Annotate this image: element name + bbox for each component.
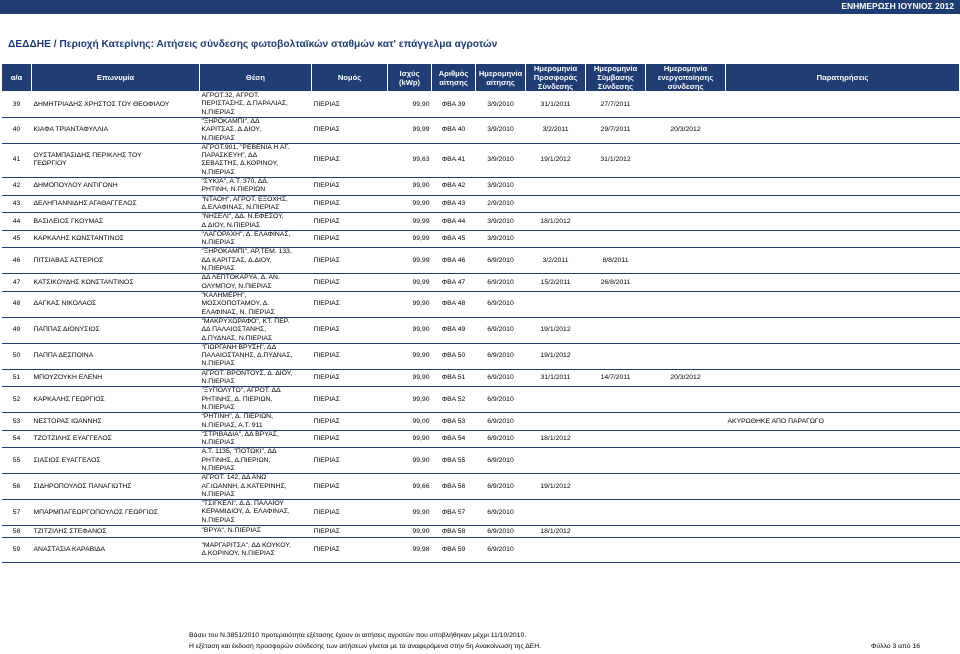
location: "ΣΤΡΙΒΑΔΙΑ", ΔΔ ΒΡΥΑΣ, Ν.ΠΙΕΡΙΑΣ — [200, 430, 312, 448]
activation-date — [646, 195, 726, 213]
applicant-name: ΑΝΑΣΤΑΣΙΑ ΚΑΡΑΒΙΔΑ — [32, 538, 200, 563]
application-number: ΦΒΑ 40 — [432, 118, 476, 144]
location: ΑΓΡΟΤ.32, ΑΓΡΟΤ. ΠΕΡΙΣΤΑΣΗΣ, Δ.ΠΑΡΑΛΙΑΣ, Ν.ΠΙΕΡΙΑΣ — [200, 92, 312, 118]
applicant-name: ΜΠΟΥΖΟΥΚΗ ΕΛΕΝΗ — [32, 369, 200, 387]
application-number: ΦΒΑ 43 — [432, 195, 476, 213]
prefecture: ΠΙΕΡΙΑΣ — [312, 500, 388, 526]
row-number: 42 — [2, 178, 32, 196]
update-label: ΕΝΗΜΕΡΩΣΗ ΙΟΥΝΙΟΣ 2012 — [841, 1, 954, 11]
location: "ΡΗΤΙΝΗ", Δ. ΠΙΕΡΙΩΝ, Ν.ΠΙΕΡΙΑΣ, Α.Τ. 911 — [200, 413, 312, 431]
table-row — [2, 474, 960, 500]
contract-date — [586, 430, 646, 448]
location: ΑΓΡΟΤ. ΒΡΟΝΤΟΥΣ, Δ. ΔΙΟΥ, Ν.ΠΙΕΡΙΑΣ — [200, 369, 312, 387]
prefecture: ΠΙΕΡΙΑΣ — [312, 248, 388, 274]
applicant-name: ΚΙΑΦΑ ΤΡΙΑΝΤΑΦΥΛΛΙΑ — [32, 118, 200, 144]
contract-date — [586, 500, 646, 526]
notes — [726, 500, 960, 526]
application-number: ΦΒΑ 55 — [432, 448, 476, 474]
application-number: ΦΒΑ 39 — [432, 92, 476, 118]
notes — [726, 118, 960, 144]
prefecture: ΠΙΕΡΙΑΣ — [312, 343, 388, 369]
application-number: ΦΒΑ 58 — [432, 526, 476, 538]
applicant-name: ΔΕΛΗΓΙΑΝΝΙΔΗΣ ΑΓΑΘΑΓΓΕΛΟΣ — [32, 195, 200, 213]
application-number: ΦΒΑ 59 — [432, 538, 476, 563]
contract-date: 8/8/2011 — [586, 248, 646, 274]
applicant-name: ΤΖΟΤΖΙΛΗΣ ΕΥΑΓΓΕΛΟΣ — [32, 430, 200, 448]
row-number: 41 — [2, 143, 32, 177]
power-kwp: 99,00 — [388, 413, 432, 431]
activation-date — [646, 213, 726, 231]
row-number: 43 — [2, 195, 32, 213]
column-header: Ημερομηνία Προσφοράς Σύνδεσης — [526, 64, 586, 92]
activation-date — [646, 178, 726, 196]
table-row — [2, 274, 960, 292]
location: "ΝΗΣΕΛΙ", ΔΔ. Ν.ΕΦΕΣΟΥ, Δ.ΔΙΟΥ, Ν.ΠΙΕΡΙΑΣ — [200, 213, 312, 231]
activation-date — [646, 538, 726, 563]
location: "ΜΑΡΓΑΡΙΤΣΑ", ΔΔ ΚΟΥΚΟΥ, Δ.ΚΟΡΙΝΟΥ, Ν.ΠΙΕΡΙΑΣ — [200, 538, 312, 563]
offer-date: 19/1/2012 — [526, 343, 586, 369]
application-number: ΦΒΑ 48 — [432, 291, 476, 317]
applicant-name: ΚΑΡΚΑΛΗΣ ΚΩΝΣΤΑΝΤΙΝΟΣ — [32, 230, 200, 248]
column-header: Παρατηρήσεις — [726, 64, 960, 92]
application-date: 6/9/2010 — [476, 538, 526, 563]
page-title: ΔΕΔΔΗΕ / Περιοχή Κατερίνης: Αιτήσεις σύνδεσης φωτοβολταϊκών σταθμών κατ' επάγγελμα αγροτών — [8, 39, 498, 50]
activation-date — [646, 248, 726, 274]
offer-date: 18/1/2012 — [526, 430, 586, 448]
contract-date: 14/7/2011 — [586, 369, 646, 387]
prefecture: ΠΙΕΡΙΑΣ — [312, 178, 388, 196]
applicant-name: ΝΕΣΤΟΡΑΣ ΙΩΑΝΝΗΣ — [32, 413, 200, 431]
table-row — [2, 195, 960, 213]
activation-date — [646, 317, 726, 343]
contract-date — [586, 538, 646, 563]
power-kwp: 99,99 — [388, 274, 432, 292]
application-date: 6/9/2010 — [476, 500, 526, 526]
power-kwp: 99,90 — [388, 92, 432, 118]
table-row — [2, 343, 960, 369]
contract-date: 31/1/2012 — [586, 143, 646, 177]
prefecture: ΠΙΕΡΙΑΣ — [312, 118, 388, 144]
top-banner — [0, 0, 960, 14]
location: "ΞΗΡΟΚΑΜΠΙ", ΑΡ.ΤΕΜ. 133, ΔΔ ΚΑΡΙΤΣΑΣ, Δ.ΔΙΟΥ, Ν.ΠΙΕΡΙΑΣ — [200, 248, 312, 274]
activation-date: 20/3/2012 — [646, 118, 726, 144]
column-header: Ισχύς (kWp) — [388, 64, 432, 92]
notes — [726, 448, 960, 474]
prefecture: ΠΙΕΡΙΑΣ — [312, 369, 388, 387]
notes — [726, 343, 960, 369]
contract-date — [586, 413, 646, 431]
prefecture: ΠΙΕΡΙΑΣ — [312, 230, 388, 248]
row-number: 52 — [2, 387, 32, 413]
table-row — [2, 369, 960, 387]
applicant-name: ΠΑΠΠΑΣ ΔΙΟΝΥΣΙΟΣ — [32, 317, 200, 343]
contract-date — [586, 213, 646, 231]
applicant-name: ΔΗΜΟΠΟΥΛΟΥ ΑΝΤΙΓΟΝΗ — [32, 178, 200, 196]
contract-date — [586, 387, 646, 413]
power-kwp: 99,90 — [388, 430, 432, 448]
row-number: 44 — [2, 213, 32, 231]
column-header: Ημερομηνία ενεργοποίησης σύνδεσης — [646, 64, 726, 92]
notes — [726, 387, 960, 413]
application-date: 6/9/2010 — [476, 317, 526, 343]
table-row — [2, 448, 960, 474]
applicant-name: ΔΗΜΗΤΡΙΑΔΗΣ ΧΡΗΣΤΟΣ ΤΟΥ ΘΕΟΦΙΛΟΥ — [32, 92, 200, 118]
row-number: 48 — [2, 291, 32, 317]
location: Α.Τ. 1135, "ΠΟΤΩΚΙ", ΔΔ ΡΗΤΙΝΗΣ, Δ.ΠΙΕΡΙΩΝ, Ν.ΠΙΕΡΙΑΣ — [200, 448, 312, 474]
application-date: 6/9/2010 — [476, 474, 526, 500]
application-number: ΦΒΑ 49 — [432, 317, 476, 343]
application-date: 6/9/2010 — [476, 387, 526, 413]
application-date: 3/9/2010 — [476, 230, 526, 248]
application-number: ΦΒΑ 51 — [432, 369, 476, 387]
location: ΑΓΡΟΤ. 142, ΔΔ ΑΝΩ ΑΓ.ΙΩΑΝΝΗ, Δ.ΚΑΤΕΡΙΝΗΣ, Ν.ΠΙΕΡΙΑΣ — [200, 474, 312, 500]
prefecture: ΠΙΕΡΙΑΣ — [312, 430, 388, 448]
contract-date — [586, 230, 646, 248]
location: ΔΔ ΛΕΠΤΟΚΑΡΥΑ, Δ. ΑΝ. ΟΛΥΜΠΟΥ, Ν.ΠΙΕΡΙΑΣ — [200, 274, 312, 292]
prefecture: ΠΙΕΡΙΑΣ — [312, 195, 388, 213]
activation-date — [646, 500, 726, 526]
row-number: 55 — [2, 448, 32, 474]
offer-date — [526, 500, 586, 526]
table-row — [2, 317, 960, 343]
application-date: 6/9/2010 — [476, 526, 526, 538]
column-header: Ημερομηνία Σύμβασης Σύνδεσης — [586, 64, 646, 92]
location: "ΝΤΑΟΗ", ΑΓΡΟΤ. ΕΞΟΧΗΣ, Δ.ΕΛΑΦΙΝΑΣ, Ν.ΠΙΕΡΙΑΣ — [200, 195, 312, 213]
row-number: 40 — [2, 118, 32, 144]
notes — [726, 369, 960, 387]
table-row — [2, 387, 960, 413]
location: "ΛΑΓΟΡΑΧΗ", Δ. ΕΛΑΦΙΝΑΣ, Ν.ΠΙΕΡΙΑΣ — [200, 230, 312, 248]
contract-date: 26/8/2011 — [586, 274, 646, 292]
table-row — [2, 291, 960, 317]
location: "ΣΥΚΙΑ", Α.Τ. 370, ΔΔ. ΡΗΤΙΝΗ, Ν.ΠΙΕΡΙΩΝ — [200, 178, 312, 196]
column-header: Επωνυμία — [32, 64, 200, 92]
table-row — [2, 538, 960, 563]
application-date: 6/9/2010 — [476, 448, 526, 474]
offer-date — [526, 413, 586, 431]
activation-date — [646, 526, 726, 538]
applicant-name: ΠΑΠΠΑ ΔΕΣΠΟΙΝΑ — [32, 343, 200, 369]
contract-date: 27/7/2011 — [586, 92, 646, 118]
table-row — [2, 143, 960, 177]
power-kwp: 99,63 — [388, 143, 432, 177]
contract-date — [586, 343, 646, 369]
offer-date: 3/2/2011 — [526, 248, 586, 274]
prefecture: ΠΙΕΡΙΑΣ — [312, 274, 388, 292]
power-kwp: 99,90 — [388, 448, 432, 474]
power-kwp: 99,99 — [388, 118, 432, 144]
application-date: 6/9/2010 — [476, 274, 526, 292]
row-number: 45 — [2, 230, 32, 248]
prefecture: ΠΙΕΡΙΑΣ — [312, 448, 388, 474]
prefecture: ΠΙΕΡΙΑΣ — [312, 291, 388, 317]
power-kwp: 99,90 — [388, 369, 432, 387]
offer-date — [526, 195, 586, 213]
location: "ΞΥΠΟΛΥΤΟ", ΑΓΡΟΤ. ΔΔ ΡΗΤΙΝΗΣ, Δ. ΠΙΕΡΙΩΝ, Ν.ΠΙΕΡΙΑΣ — [200, 387, 312, 413]
activation-date — [646, 430, 726, 448]
prefecture: ΠΙΕΡΙΑΣ — [312, 474, 388, 500]
application-number: ΦΒΑ 52 — [432, 387, 476, 413]
application-number: ΦΒΑ 45 — [432, 230, 476, 248]
applicant-name: ΠΙΤΣΙΑΒΑΣ ΑΣΤΕΡΙΟΣ — [32, 248, 200, 274]
contract-date — [586, 474, 646, 500]
contract-date — [586, 291, 646, 317]
power-kwp: 99,66 — [388, 474, 432, 500]
offer-date — [526, 448, 586, 474]
row-number: 53 — [2, 413, 32, 431]
power-kwp: 99,99 — [388, 248, 432, 274]
row-number: 50 — [2, 343, 32, 369]
application-date: 3/9/2010 — [476, 178, 526, 196]
applications-table — [1, 63, 960, 563]
row-number: 56 — [2, 474, 32, 500]
applicant-name: ΚΑΤΣΙΚΟΥΔΗΣ ΚΩΝΣΤΑΝΤΙΝΟΣ — [32, 274, 200, 292]
notes — [726, 143, 960, 177]
prefecture: ΠΙΕΡΙΑΣ — [312, 387, 388, 413]
activation-date — [646, 448, 726, 474]
notes — [726, 526, 960, 538]
table-row — [2, 92, 960, 118]
table-row — [2, 248, 960, 274]
offer-date: 18/1/2012 — [526, 213, 586, 231]
notes: ΑΚΥΡΩΘΗΚΕ ΑΠΟ ΠΑΡΑΓΩΓΟ — [726, 413, 960, 431]
table-row — [2, 526, 960, 538]
notes — [726, 248, 960, 274]
row-number: 47 — [2, 274, 32, 292]
table-body — [2, 92, 960, 563]
offer-date: 18/1/2012 — [526, 526, 586, 538]
offer-date — [526, 387, 586, 413]
application-date: 3/9/2010 — [476, 143, 526, 177]
application-date: 3/9/2010 — [476, 92, 526, 118]
power-kwp: 99,90 — [388, 291, 432, 317]
power-kwp: 99,90 — [388, 195, 432, 213]
row-number: 54 — [2, 430, 32, 448]
table-row — [2, 118, 960, 144]
location: "ΒΡΥΑ", Ν.ΠΙΕΡΙΑΣ — [200, 526, 312, 538]
power-kwp: 99,90 — [388, 178, 432, 196]
offer-date: 19/1/2012 — [526, 317, 586, 343]
notes — [726, 92, 960, 118]
offer-date: 31/1/2011 — [526, 369, 586, 387]
footer-note-2: Η εξέταση και έκδοση προσφορών σύνδεσης των αιτήσεων γίνεται με τα αναφερόμενα στην 5η Ανακοίνωση της ΔΕΗ. — [189, 643, 542, 650]
notes — [726, 178, 960, 196]
offer-date: 15/2/2011 — [526, 274, 586, 292]
notes — [726, 230, 960, 248]
application-number: ΦΒΑ 54 — [432, 430, 476, 448]
table-row — [2, 430, 960, 448]
activation-date — [646, 413, 726, 431]
power-kwp: 99,99 — [388, 230, 432, 248]
prefecture: ΠΙΕΡΙΑΣ — [312, 213, 388, 231]
contract-date — [586, 526, 646, 538]
activation-date: 20/3/2012 — [646, 369, 726, 387]
prefecture: ΠΙΕΡΙΑΣ — [312, 317, 388, 343]
footer-note-1: Βάσει του Ν.3851/2010 προτεραιότητα εξέτασης έχουν οι αιτήσεις αγροτών που υποβλήθηκαν μέχρι 11/10/2010. — [189, 632, 527, 639]
activation-date — [646, 474, 726, 500]
column-header: Θέση — [200, 64, 312, 92]
notes — [726, 430, 960, 448]
table-row — [2, 230, 960, 248]
application-number: ΦΒΑ 47 — [432, 274, 476, 292]
application-date: 6/9/2010 — [476, 291, 526, 317]
offer-date: 31/1/2011 — [526, 92, 586, 118]
power-kwp: 99,98 — [388, 538, 432, 563]
activation-date — [646, 230, 726, 248]
row-number: 57 — [2, 500, 32, 526]
activation-date — [646, 274, 726, 292]
offer-date: 3/2/2011 — [526, 118, 586, 144]
table-row — [2, 178, 960, 196]
contract-date: 29/7/2011 — [586, 118, 646, 144]
notes — [726, 274, 960, 292]
power-kwp: 99,90 — [388, 387, 432, 413]
activation-date — [646, 387, 726, 413]
location: "ΜΑΚΡΥΧΩΡΑΦΟ", ΚΤ. ΠΕΡ. ΔΔ ΠΑΛΑΙΟΣΤΑΝΗΣ, Δ.ΠΥΔΝΑΣ, Ν.ΠΙΕΡΙΑΣ — [200, 317, 312, 343]
table-row — [2, 213, 960, 231]
applicant-name: ΟΥΣΤΑΜΠΑΣΙΔΗΣ ΠΕΡΙΚΛΗΣ ΤΟΥ ΓΕΩΡΓΙΟΥ — [32, 143, 200, 177]
prefecture: ΠΙΕΡΙΑΣ — [312, 526, 388, 538]
row-number: 58 — [2, 526, 32, 538]
location: "ΓΙΩΡΓΑΝΗ ΒΡΥΣΗ", ΔΔ ΠΑΛΑΙΟΣΤΑΝΗΣ, Δ.ΠΥΔΝΑΣ, Ν.ΠΙΕΡΙΑΣ — [200, 343, 312, 369]
power-kwp: 99,90 — [388, 343, 432, 369]
contract-date — [586, 178, 646, 196]
application-date: 6/9/2010 — [476, 369, 526, 387]
applicant-name: ΣΙΑΣΙΟΣ ΕΥΑΓΓΕΛΟΣ — [32, 448, 200, 474]
page-number: Φύλλο 3 από 16 — [870, 643, 920, 650]
power-kwp: 99,99 — [388, 213, 432, 231]
application-number: ΦΒΑ 41 — [432, 143, 476, 177]
contract-date — [586, 448, 646, 474]
notes — [726, 195, 960, 213]
activation-date — [646, 143, 726, 177]
application-date: 6/9/2010 — [476, 413, 526, 431]
activation-date — [646, 343, 726, 369]
column-header: α/α — [2, 64, 32, 92]
application-date: 2/9/2010 — [476, 195, 526, 213]
offer-date — [526, 291, 586, 317]
notes — [726, 291, 960, 317]
applicant-name: ΜΠΑΡΜΠΑΓΕΩΡΓΟΠΟΥΛΟΣ ΓΕΩΡΓΙΟΣ — [32, 500, 200, 526]
application-number: ΦΒΑ 57 — [432, 500, 476, 526]
application-date: 3/9/2010 — [476, 118, 526, 144]
location: "ΤΣΙΓΚΕΛΙ", Δ.Δ. ΠΑΛΑΙΟΥ ΚΕΡΑΜΙΔΙΟΥ, Δ. ΕΛΑΦΙΝΑΣ, Ν.ΠΙΕΡΙΑΣ — [200, 500, 312, 526]
application-number: ΦΒΑ 50 — [432, 343, 476, 369]
column-header: Ημερομηνία αίτησης — [476, 64, 526, 92]
applicant-name: ΣΙΔΗΡΟΠΟΥΛΟΣ ΠΑΝΑΓΙΩΤΗΣ — [32, 474, 200, 500]
application-date: 6/9/2010 — [476, 430, 526, 448]
column-header: Νομός — [312, 64, 388, 92]
power-kwp: 99,90 — [388, 526, 432, 538]
application-date: 6/9/2010 — [476, 248, 526, 274]
prefecture: ΠΙΕΡΙΑΣ — [312, 92, 388, 118]
application-number: ΦΒΑ 44 — [432, 213, 476, 231]
notes — [726, 317, 960, 343]
applicant-name: ΤΖΙΤΖΙΛΗΣ ΣΤΕΦΑΝΟΣ — [32, 526, 200, 538]
location: "ΞΗΡΟΚΑΜΠΙ", ΔΔ ΚΑΡΙΤΣΑΣ, Δ.ΔΙΟΥ, Ν.ΠΙΕΡΙΑΣ — [200, 118, 312, 144]
application-date: 6/9/2010 — [476, 343, 526, 369]
applicant-name: ΔΑΓΚΑΣ ΝΙΚΟΛΑΟΣ — [32, 291, 200, 317]
row-number: 46 — [2, 248, 32, 274]
offer-date — [526, 538, 586, 563]
contract-date — [586, 195, 646, 213]
row-number: 59 — [2, 538, 32, 563]
applicant-name: ΚΑΡΚΑΛΗΣ ΓΕΩΡΓΙΟΣ — [32, 387, 200, 413]
activation-date — [646, 291, 726, 317]
power-kwp: 99,90 — [388, 317, 432, 343]
location: "ΚΑΛΗΜΕΡΗ", ΜΟΣΧΟΠΟΤΑΜΟΥ, Δ. ΕΛΑΦΙΝΑΣ, Ν. ΠΙΕΡΙΑΣ — [200, 291, 312, 317]
activation-date — [646, 92, 726, 118]
notes — [726, 213, 960, 231]
offer-date — [526, 178, 586, 196]
offer-date: 19/1/2012 — [526, 474, 586, 500]
application-date: 3/9/2010 — [476, 213, 526, 231]
prefecture: ΠΙΕΡΙΑΣ — [312, 143, 388, 177]
application-number: ΦΒΑ 56 — [432, 474, 476, 500]
row-number: 39 — [2, 92, 32, 118]
applicant-name: ΒΑΣΙΛΕΙΟΣ ΓΚΟΥΜΑΣ — [32, 213, 200, 231]
table-row — [2, 413, 960, 431]
column-header: Αριθμός αίτησης — [432, 64, 476, 92]
row-number: 49 — [2, 317, 32, 343]
application-number: ΦΒΑ 42 — [432, 178, 476, 196]
prefecture: ΠΙΕΡΙΑΣ — [312, 413, 388, 431]
application-number: ΦΒΑ 53 — [432, 413, 476, 431]
notes — [726, 538, 960, 563]
application-number: ΦΒΑ 46 — [432, 248, 476, 274]
table-header-row — [2, 64, 960, 92]
prefecture: ΠΙΕΡΙΑΣ — [312, 538, 388, 563]
table-row — [2, 500, 960, 526]
power-kwp: 99,90 — [388, 500, 432, 526]
offer-date: 19/1/2012 — [526, 143, 586, 177]
contract-date — [586, 317, 646, 343]
offer-date — [526, 230, 586, 248]
row-number: 51 — [2, 369, 32, 387]
location: ΑΓΡΟΤ.901, "ΡΕΒΕΝΙΑ Η ΑΓ. ΠΑΡΑΣΚΕΥΗ", ΔΔ ΣΕΒΑΣΤΗΣ, Δ.ΚΟΡΙΝΟΥ, Ν.ΠΙΕΡΙΑΣ — [200, 143, 312, 177]
notes — [726, 474, 960, 500]
